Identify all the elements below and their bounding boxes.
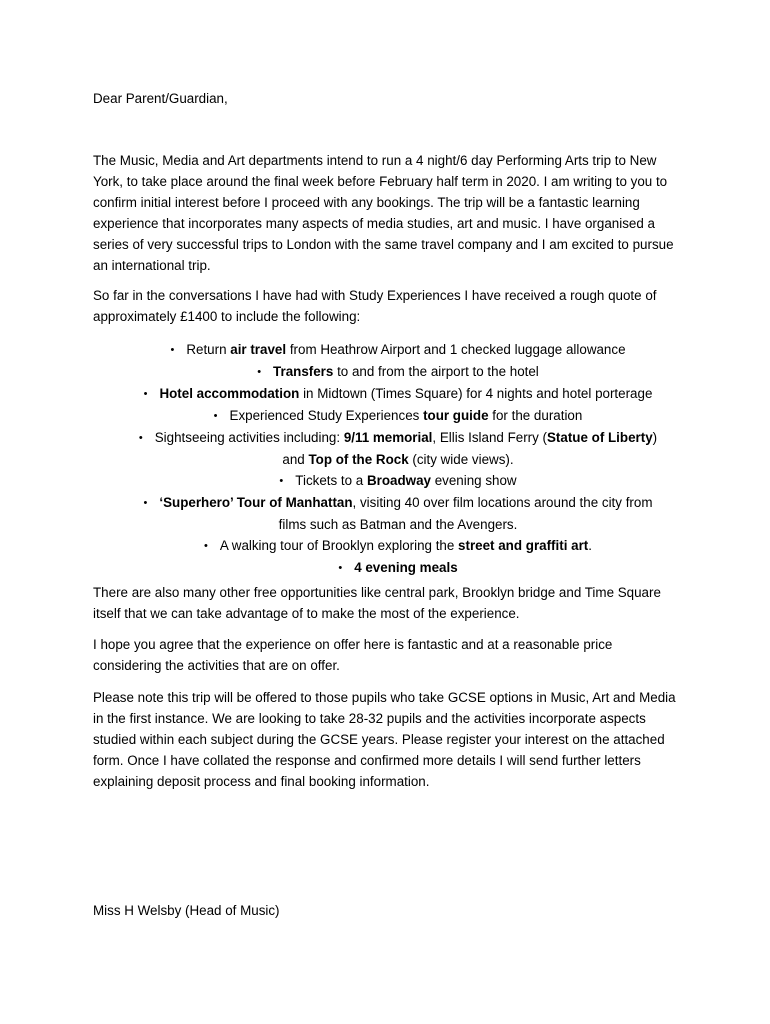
quote-paragraph: So far in the conversations I have had with Study Experiences I have received a rough quote of approximately £1400 to include the following: xyxy=(93,288,657,324)
bullet-icon: • xyxy=(138,432,143,444)
bullet-icon: • xyxy=(204,540,208,552)
list-item-continuation xyxy=(118,449,678,470)
list-item-text: from Heathrow Airport and 1 checked luggage allowance xyxy=(286,342,626,357)
list-item-text: ) xyxy=(652,430,658,445)
list-item xyxy=(118,361,678,383)
list-item-text: Sightseeing activities including: xyxy=(154,430,344,445)
list-item-text: films such as Batman and the Avengers. xyxy=(278,517,518,532)
list-item xyxy=(118,535,678,557)
list-item-text: Tickets to a xyxy=(295,473,367,488)
list-item-bold: 4 evening meals xyxy=(354,560,458,575)
list-item-text: evening show xyxy=(430,473,517,488)
list-item-text: (city wide views). xyxy=(408,452,514,467)
list-item-bold: air travel xyxy=(230,342,287,357)
list-item-text: to and from the airport to the hotel xyxy=(333,364,539,379)
list-item-bold: 9/11 memorial xyxy=(343,430,433,445)
inclusions-list xyxy=(118,339,678,579)
bullet-icon: • xyxy=(338,562,343,574)
bullet-icon: • xyxy=(257,366,262,378)
list-item xyxy=(118,405,678,427)
bullet-icon: • xyxy=(213,410,218,422)
free-opportunities-paragraph: There are also many other free opportunities like central park, Brooklyn bridge and Time Square itself that we can take advantage of to make the most of the experience. xyxy=(93,585,661,621)
intro-paragraph: The Music, Media and Art departments intend to run a 4 night/6 day Performing Arts trip to New York, to take place around the final week before February half term in 2020. I am writing to you to confirm initial interest before I proceed with any bookings. The trip will be a fantastic learning experience that incorporates many aspects of media studies, art and music. I have organised a series of very successful trips to London with the same travel company and I am excited to pursue an international trip. xyxy=(93,153,674,273)
list-item-bold: street and graffiti art xyxy=(458,538,589,553)
registration-paragraph: Please note this trip will be offered to those pupils who take GCSE options in Music, Art and Media in the first instance. We are looking to take 28-32 pupils and the activities incorporate aspects studied within each subject during the GCSE years. Please register your interest on the attached form. Once I have collated the response and confirmed more details I will send further letters explaining deposit process and final booking information. xyxy=(93,690,676,789)
list-item-bold: Transfers xyxy=(273,364,334,379)
list-item-text: , Ellis Island Ferry ( xyxy=(432,430,547,445)
list-item-text: A walking tour of Brooklyn exploring the xyxy=(219,538,459,553)
list-item-continuation xyxy=(118,514,678,535)
list-item xyxy=(118,492,678,535)
list-item-text: in Midtown (Times Square) for 4 nights and hotel porterage xyxy=(299,386,653,401)
list-item-bold: Top of the Rock xyxy=(308,452,409,467)
list-item-bold: Broadway xyxy=(366,473,431,488)
list-item xyxy=(118,339,678,361)
list-item-bold: ‘Superhero’ Tour of Manhattan xyxy=(159,495,353,510)
list-item-text: and xyxy=(282,452,309,467)
list-item-text: . xyxy=(588,538,592,553)
list-item-text: Return xyxy=(186,342,231,357)
list-item xyxy=(118,557,678,579)
bullet-icon: • xyxy=(143,388,148,400)
bullet-icon: • xyxy=(170,344,175,356)
greeting: Dear Parent/Guardian, xyxy=(93,91,228,106)
list-item-text: , visiting 40 over film locations around the city from xyxy=(352,495,653,510)
bullet-icon: • xyxy=(143,497,148,509)
list-item xyxy=(118,383,678,405)
list-item-text: Experienced Study Experiences xyxy=(229,408,424,423)
reasonable-price-paragraph: I hope you agree that the experience on offer here is fantastic and at a reasonable price considering the activities that are on offer. xyxy=(93,637,613,673)
bullet-icon: • xyxy=(279,475,284,487)
list-item-bold: Hotel accommodation xyxy=(159,386,300,401)
list-item-bold: tour guide xyxy=(423,408,489,423)
list-item-bold: Statue of Liberty xyxy=(547,430,653,445)
list-item-text: for the duration xyxy=(488,408,583,423)
signature: Miss H Welsby (Head of Music) xyxy=(93,903,280,918)
list-item xyxy=(118,427,678,470)
list-item xyxy=(118,470,678,492)
